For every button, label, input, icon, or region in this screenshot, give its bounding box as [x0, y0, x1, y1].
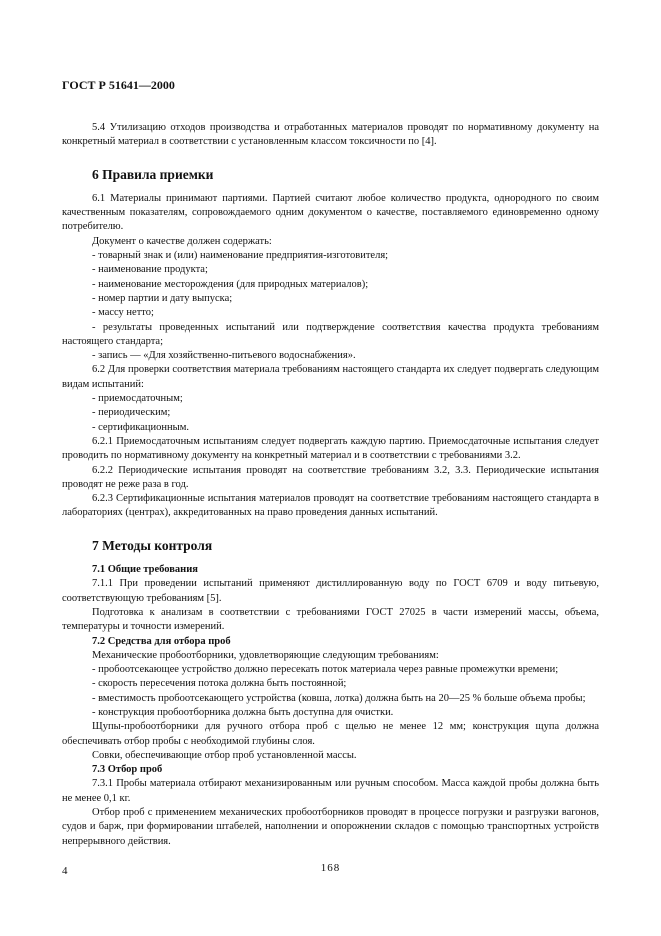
list-item: - скорость пересечения потока должна быть постоянной;: [92, 678, 347, 690]
list-item: - конструкция пробоотборника должна быть доступна для очистки.: [92, 706, 394, 718]
page-number: 4: [62, 865, 68, 877]
paragraph-6-2-1: 6.2.1 Приемосдаточным испытаниям следует подвергать каждую партию. Приемосдаточные испытания следует проводить по нормативному документу на конкретный материал и в соответствии с требованиями 3.2.: [62, 435, 599, 462]
document-header: ГОСТ Р 51641—2000: [62, 78, 175, 92]
list-item: - приемосдаточным;: [92, 393, 183, 405]
paragraph-6-2-2: 6.2.2 Периодические испытания проводят на соответствие требованиям 3.2, 3.3. Периодические испытания проводят не реже раза в год.: [62, 464, 599, 490]
section-7-title: 7 Методы контроля: [92, 537, 213, 553]
list-item: - наименование продукта;: [92, 264, 208, 276]
subsection-7-2-title: 7.2 Средства для отбора проб: [92, 635, 231, 647]
paragraph-7-1-1: 7.1.1 При проведении испытаний применяют дистиллированную воду по ГОСТ 6709 и воду питьевую, соответствующую требованиям [5].: [62, 578, 599, 604]
list-item: - запись — «Для хозяйственно-питьевого водоснабжения».: [92, 350, 356, 362]
paragraph-quality-doc: Документ о качестве должен содержать:: [92, 235, 272, 247]
list-item: - массу нетто;: [92, 307, 154, 319]
paragraph-6-2-3: 6.2.3 Сертификационные испытания материалов проводят на соответствие требованиям настоящего стандарта в лабораториях (центрах), аккредитованных на право проведения данных испытаний.: [62, 493, 599, 519]
paragraph-6-2: 6.2 Для проверки соответствия материала требованиям настоящего стандарта их следует подвергать следующим видам испытаний:: [62, 364, 599, 390]
list-item: - товарный знак и (или) наименование предприятия-изготовителя;: [92, 250, 389, 262]
page-center-number: 168: [320, 862, 341, 874]
list-item: - периодическим;: [92, 407, 171, 419]
list-item: - результаты проведенных испытаний или подтверждение соответствия качества продукта требованиям настоящего стандарта;: [62, 321, 599, 347]
paragraph-sampling-process: Отбор проб с применением механических пробоотборников проводят в процессе погрузки и разгрузки вагонов, судов и барж, при формировании штабелей, наполнении и опорожнении складов с помощью транспортных устройств непрерывного действия.: [62, 807, 599, 847]
document-body: [62, 121, 599, 849]
list-item: - номер партии и дату выпуска;: [92, 292, 233, 304]
paragraph-5-4: 5.4 Утилизацию отходов производства и отработанных материалов проводят по нормативному документу на конкретный материал в соответствии с установленным классом токсичности по [4].: [62, 122, 599, 148]
section-6-title: 6 Правила приемки: [92, 166, 214, 182]
paragraph-probes: Щупы-пробоотборники для ручного отбора проб с щелью не менее 12 мм; конструкция щупа должна обеспечивать отбор пробы с необходимой глубины слоя.: [62, 721, 599, 747]
paragraph-scoops: Совки, обеспечивающие отбор проб установленной массы.: [92, 749, 357, 761]
list-item: - сертификационным.: [92, 421, 189, 433]
list-item: - наименование месторождения (для природных материалов);: [92, 278, 369, 290]
subsection-7-1-title: 7.1 Общие требования: [92, 564, 198, 576]
paragraph-mechanical-samplers: Механические пробоотборники, удовлетворяющие следующим требованиям:: [92, 649, 439, 661]
paragraph-6-1: 6.1 Материалы принимают партиями. Партией считают любое количество продукта, однородного по своим качественным показателям, сопровождаемого одним документом о качестве, поставляемого единовременно одному потребителю.: [62, 192, 599, 233]
list-item: - пробоотсекающее устройство должно пересекать поток материала через равные промежутки времени;: [92, 664, 559, 676]
paragraph-7-3-1: 7.3.1 Пробы материала отбирают механизированным или ручным способом. Масса каждой пробы должна быть не менее 0,1 кг.: [62, 778, 599, 804]
paragraph-preparation: Подготовка к анализам в соответствии с требованиями ГОСТ 27025 в части измерений массы, объема, температуры и точности измерений.: [62, 606, 599, 633]
list-item: - вместимость пробоотсекающего устройства (ковша, лотка) должна быть на 20—25 % больше объема пробы;: [92, 692, 586, 704]
subsection-7-3-title: 7.3 Отбор проб: [92, 764, 163, 776]
